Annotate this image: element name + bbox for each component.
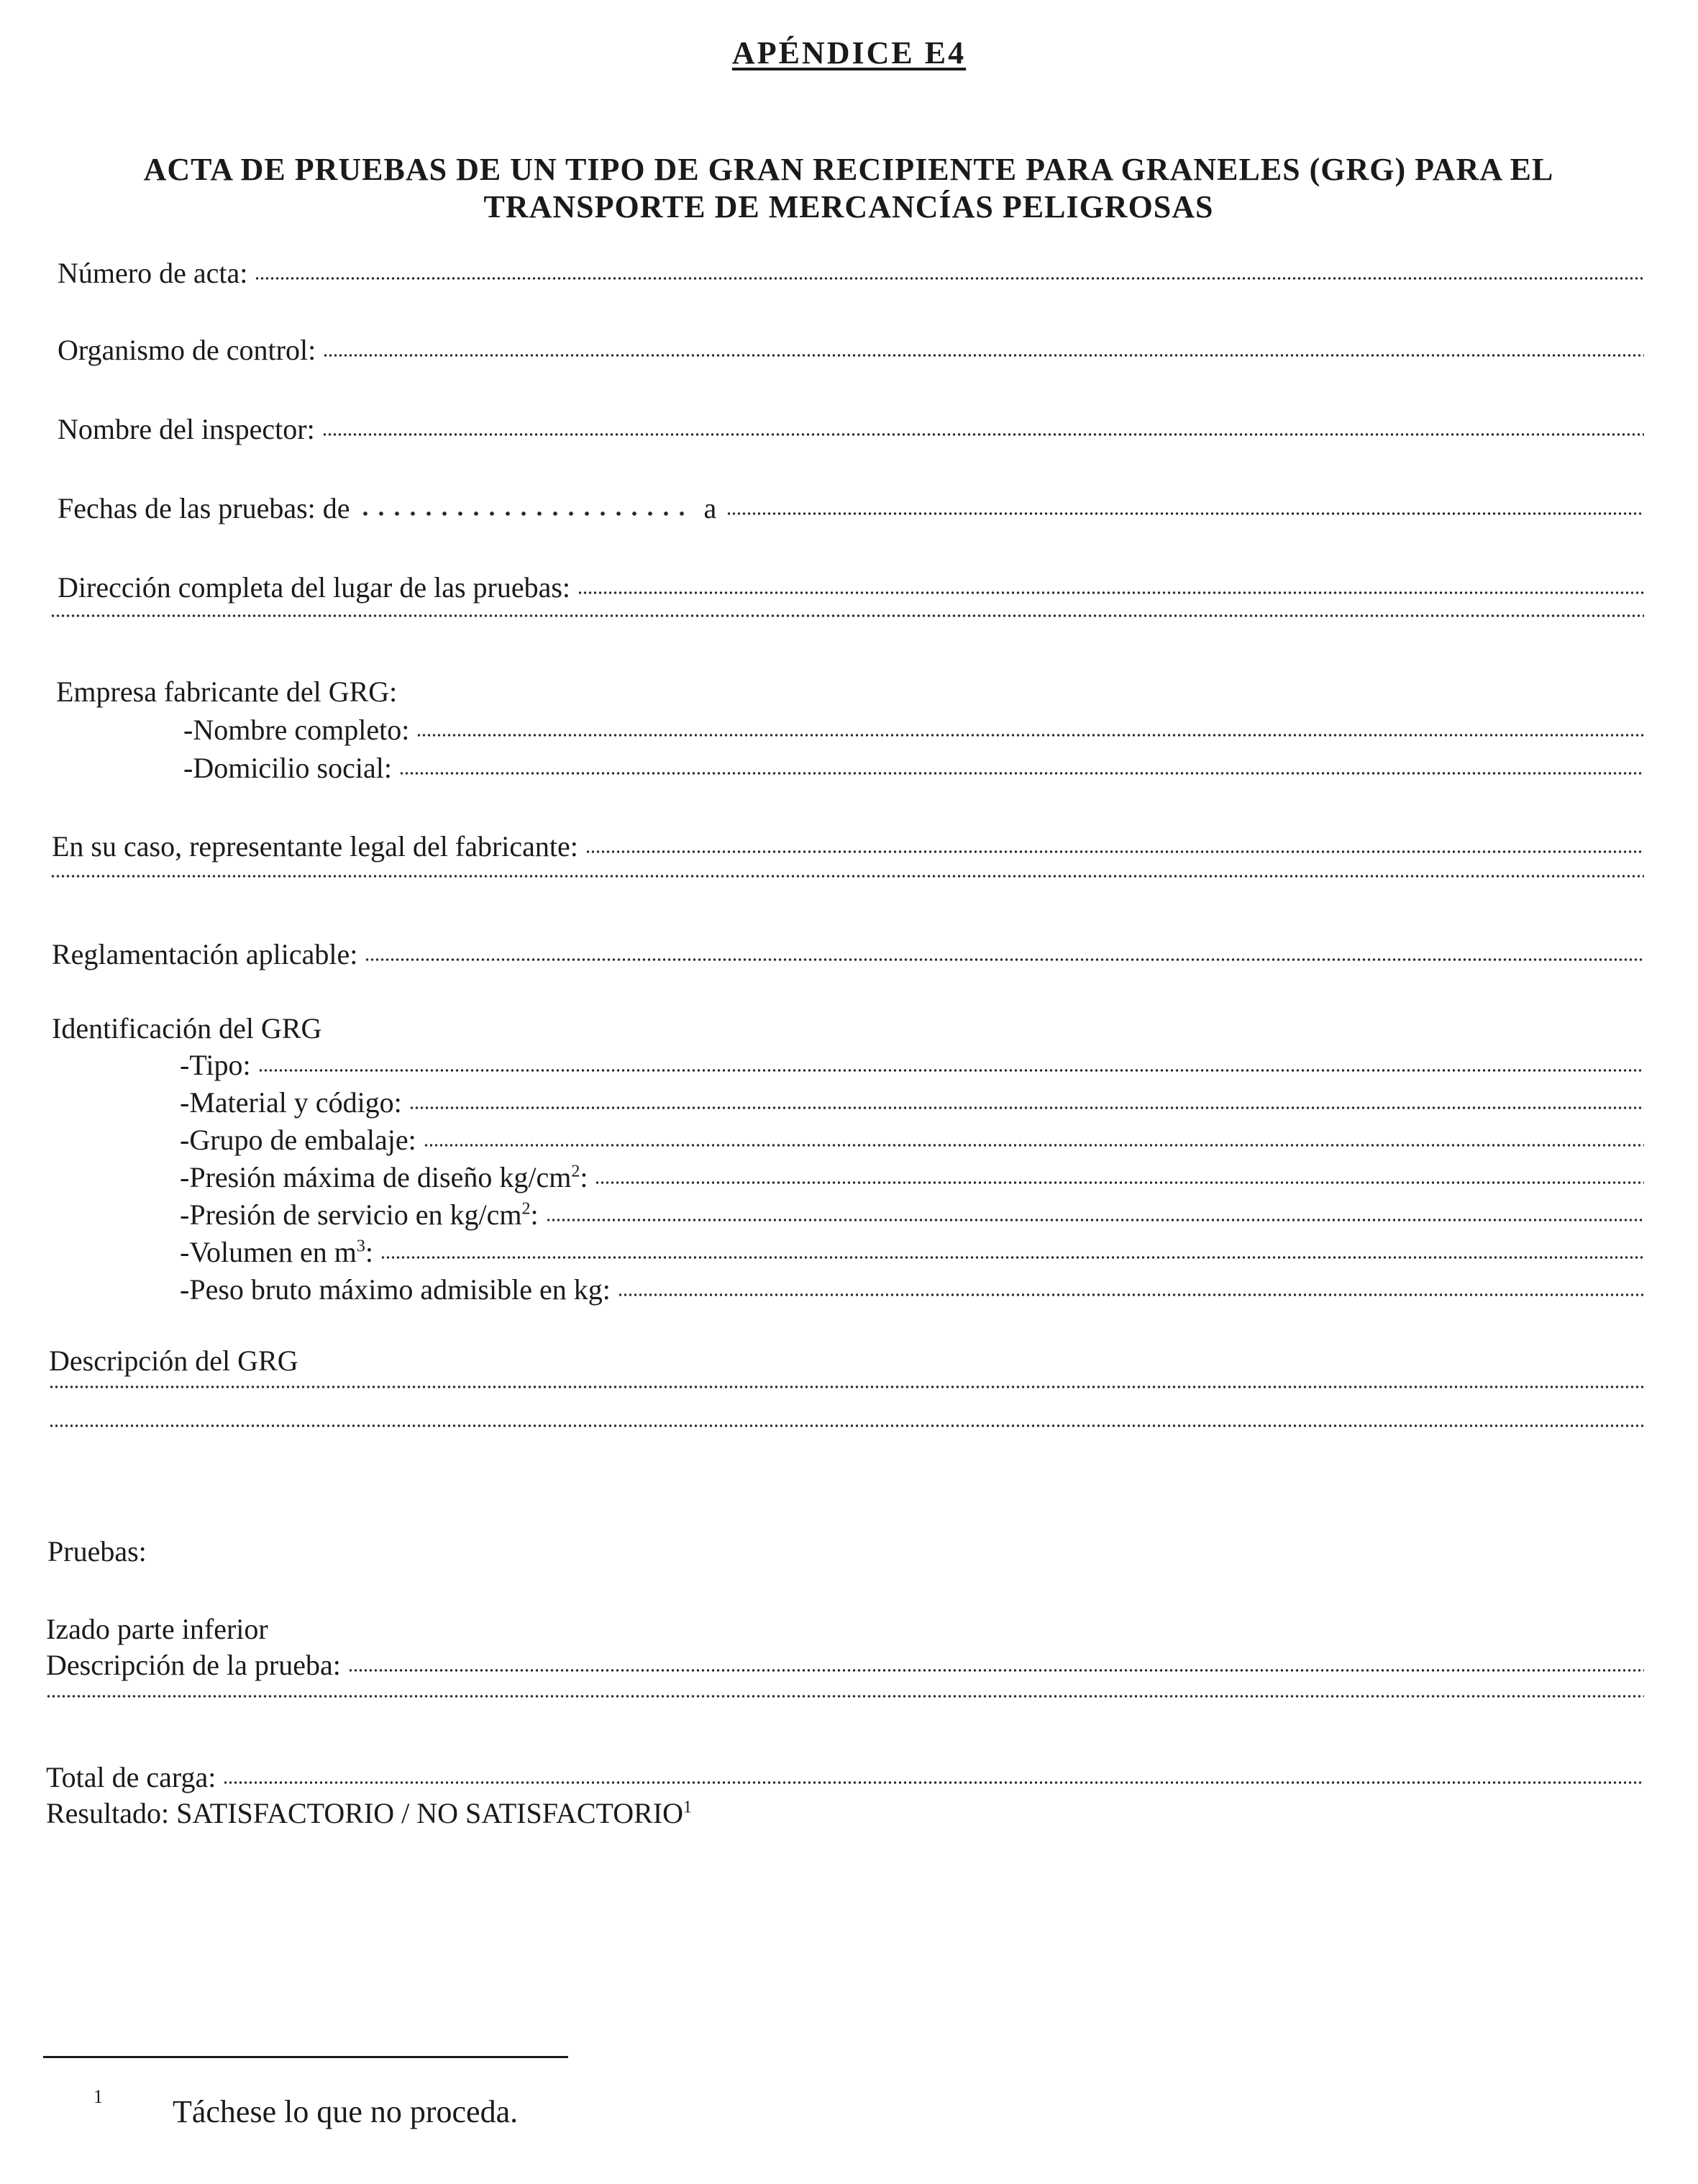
resultado-text: Resultado: SATISFACTORIO / NO SATISFACTORIO (46, 1797, 684, 1829)
blank-line[interactable] (50, 611, 1644, 620)
field-nombre-completo[interactable] (183, 712, 1644, 748)
footnote-reference: 1 (683, 1798, 693, 1817)
field-label-text: -Volumen en m (180, 1236, 357, 1268)
field-presion-maxima[interactable] (180, 1160, 1644, 1196)
field-label-text: -Presión de servicio en kg/cm (180, 1198, 522, 1231)
superscript-2: 2 (521, 1199, 531, 1219)
blank-line[interactable] (399, 769, 1644, 778)
blank-line[interactable] (223, 1778, 1644, 1787)
blank-line[interactable] (49, 1421, 1644, 1430)
blank-line[interactable] (424, 1141, 1644, 1150)
blank-line-to-date[interactable] (726, 509, 1644, 518)
field-presion-servicio[interactable] (180, 1197, 1644, 1233)
appendix-title: APÉNDICE E4 (731, 35, 967, 70)
blank-line[interactable] (258, 1066, 1644, 1075)
field-reglamentacion[interactable] (52, 937, 1644, 973)
blank-line[interactable] (380, 1253, 1644, 1262)
field-label: -Grupo de embalaje: (180, 1124, 416, 1156)
field-label-text: -Presión máxima de diseño kg/cm (180, 1161, 572, 1193)
blank-line[interactable] (618, 1291, 1644, 1299)
field-resultado[interactable] (46, 1796, 692, 1832)
field-label: Reglamentación aplicable: (52, 938, 358, 970)
field-organismo-control[interactable] (58, 332, 1644, 368)
field-descripcion-line-2[interactable] (49, 1421, 1644, 1439)
blank-line[interactable] (323, 351, 1644, 360)
blank-line[interactable] (49, 1383, 1644, 1391)
blank-line[interactable] (585, 847, 1644, 856)
field-label: -Volumen en $m^3$: (180, 1236, 374, 1268)
field-domicilio-social[interactable] (183, 750, 1644, 786)
field-label: Fechas de las pruebas: de (58, 492, 350, 524)
field-representante-continuation[interactable] (50, 872, 1644, 889)
section-identificacion: Identificación del GRG (52, 1012, 322, 1045)
field-peso-bruto[interactable] (180, 1272, 1644, 1308)
blank-line[interactable] (46, 1692, 1644, 1701)
blank-line[interactable] (255, 274, 1644, 283)
field-descripcion-prueba-continuation[interactable] (46, 1692, 1644, 1709)
field-label-to: a (703, 492, 717, 524)
field-material-codigo[interactable] (180, 1085, 1644, 1121)
field-label: Nombre del inspector: (58, 413, 315, 445)
section-izado-parte-inferior: Izado parte inferior (46, 1613, 268, 1645)
field-label: -Tipo: (180, 1049, 251, 1081)
field-direccion-continuation[interactable] (50, 611, 1644, 629)
field-label: -Material y código: (180, 1086, 402, 1119)
field-descripcion-line-1[interactable] (49, 1383, 1644, 1400)
blank-line[interactable] (416, 731, 1644, 740)
superscript-2: 2 (571, 1162, 580, 1181)
field-label: Total de carga: (46, 1761, 216, 1793)
field-label: -Domicilio social: (183, 752, 392, 784)
blank-line[interactable] (578, 588, 1644, 597)
blank-line-from-date[interactable] (357, 509, 695, 518)
blank-line[interactable] (409, 1104, 1644, 1112)
field-label: Descripción de la prueba: (46, 1649, 341, 1681)
field-total-carga[interactable] (46, 1760, 1644, 1796)
document-title: ACTA DE PRUEBAS DE UN TIPO DE GRAN RECIPIENTE PARA GRANELES (GRG) PARA EL TRANSPORTE DE MERCANCÍAS PELIGROSAS (143, 152, 1554, 224)
field-label: Dirección completa del lugar de las pruebas: (58, 571, 571, 604)
blank-line[interactable] (348, 1666, 1644, 1675)
section-pruebas: Pruebas: (47, 1535, 147, 1568)
field-label: -Presión máxima de diseño $kg/cm^2$: (180, 1161, 588, 1193)
field-volumen[interactable] (180, 1234, 1644, 1270)
field-descripcion-prueba[interactable] (46, 1647, 1644, 1683)
footnote-divider (43, 2056, 568, 2058)
footnote-text: Táchese lo que no proceda. (173, 2094, 519, 2129)
blank-line[interactable] (365, 955, 1644, 964)
blank-line[interactable] (595, 1178, 1644, 1187)
field-label: -Peso bruto máximo admisible en kg: (180, 1273, 611, 1306)
field-label: Número de acta: (58, 257, 248, 289)
field-grupo-embalaje[interactable] (180, 1122, 1644, 1158)
field-nombre-inspector[interactable] (58, 411, 1644, 447)
section-descripcion-grg: Descripción del GRG (49, 1344, 298, 1377)
field-direccion[interactable] (58, 570, 1644, 606)
field-tipo[interactable] (180, 1047, 1644, 1083)
field-label: -Nombre completo: (183, 714, 410, 746)
blank-line[interactable] (322, 430, 1644, 439)
section-empresa-fabricante: Empresa fabricante del GRG: (56, 675, 398, 708)
field-fechas-pruebas[interactable] (58, 491, 1644, 527)
field-label: -Presión de servicio en $kg/cm^2$: (180, 1198, 539, 1231)
field-representante-legal[interactable] (52, 829, 1644, 865)
field-label: En su caso, representante legal del fabricante: (52, 830, 578, 863)
field-label: Organismo de control: (58, 334, 316, 366)
blank-line[interactable] (50, 872, 1644, 881)
footnote-number: 1 (93, 2086, 103, 2107)
field-numero-acta[interactable] (58, 255, 1644, 291)
blank-line[interactable] (546, 1216, 1644, 1224)
superscript-3: 3 (356, 1237, 365, 1256)
